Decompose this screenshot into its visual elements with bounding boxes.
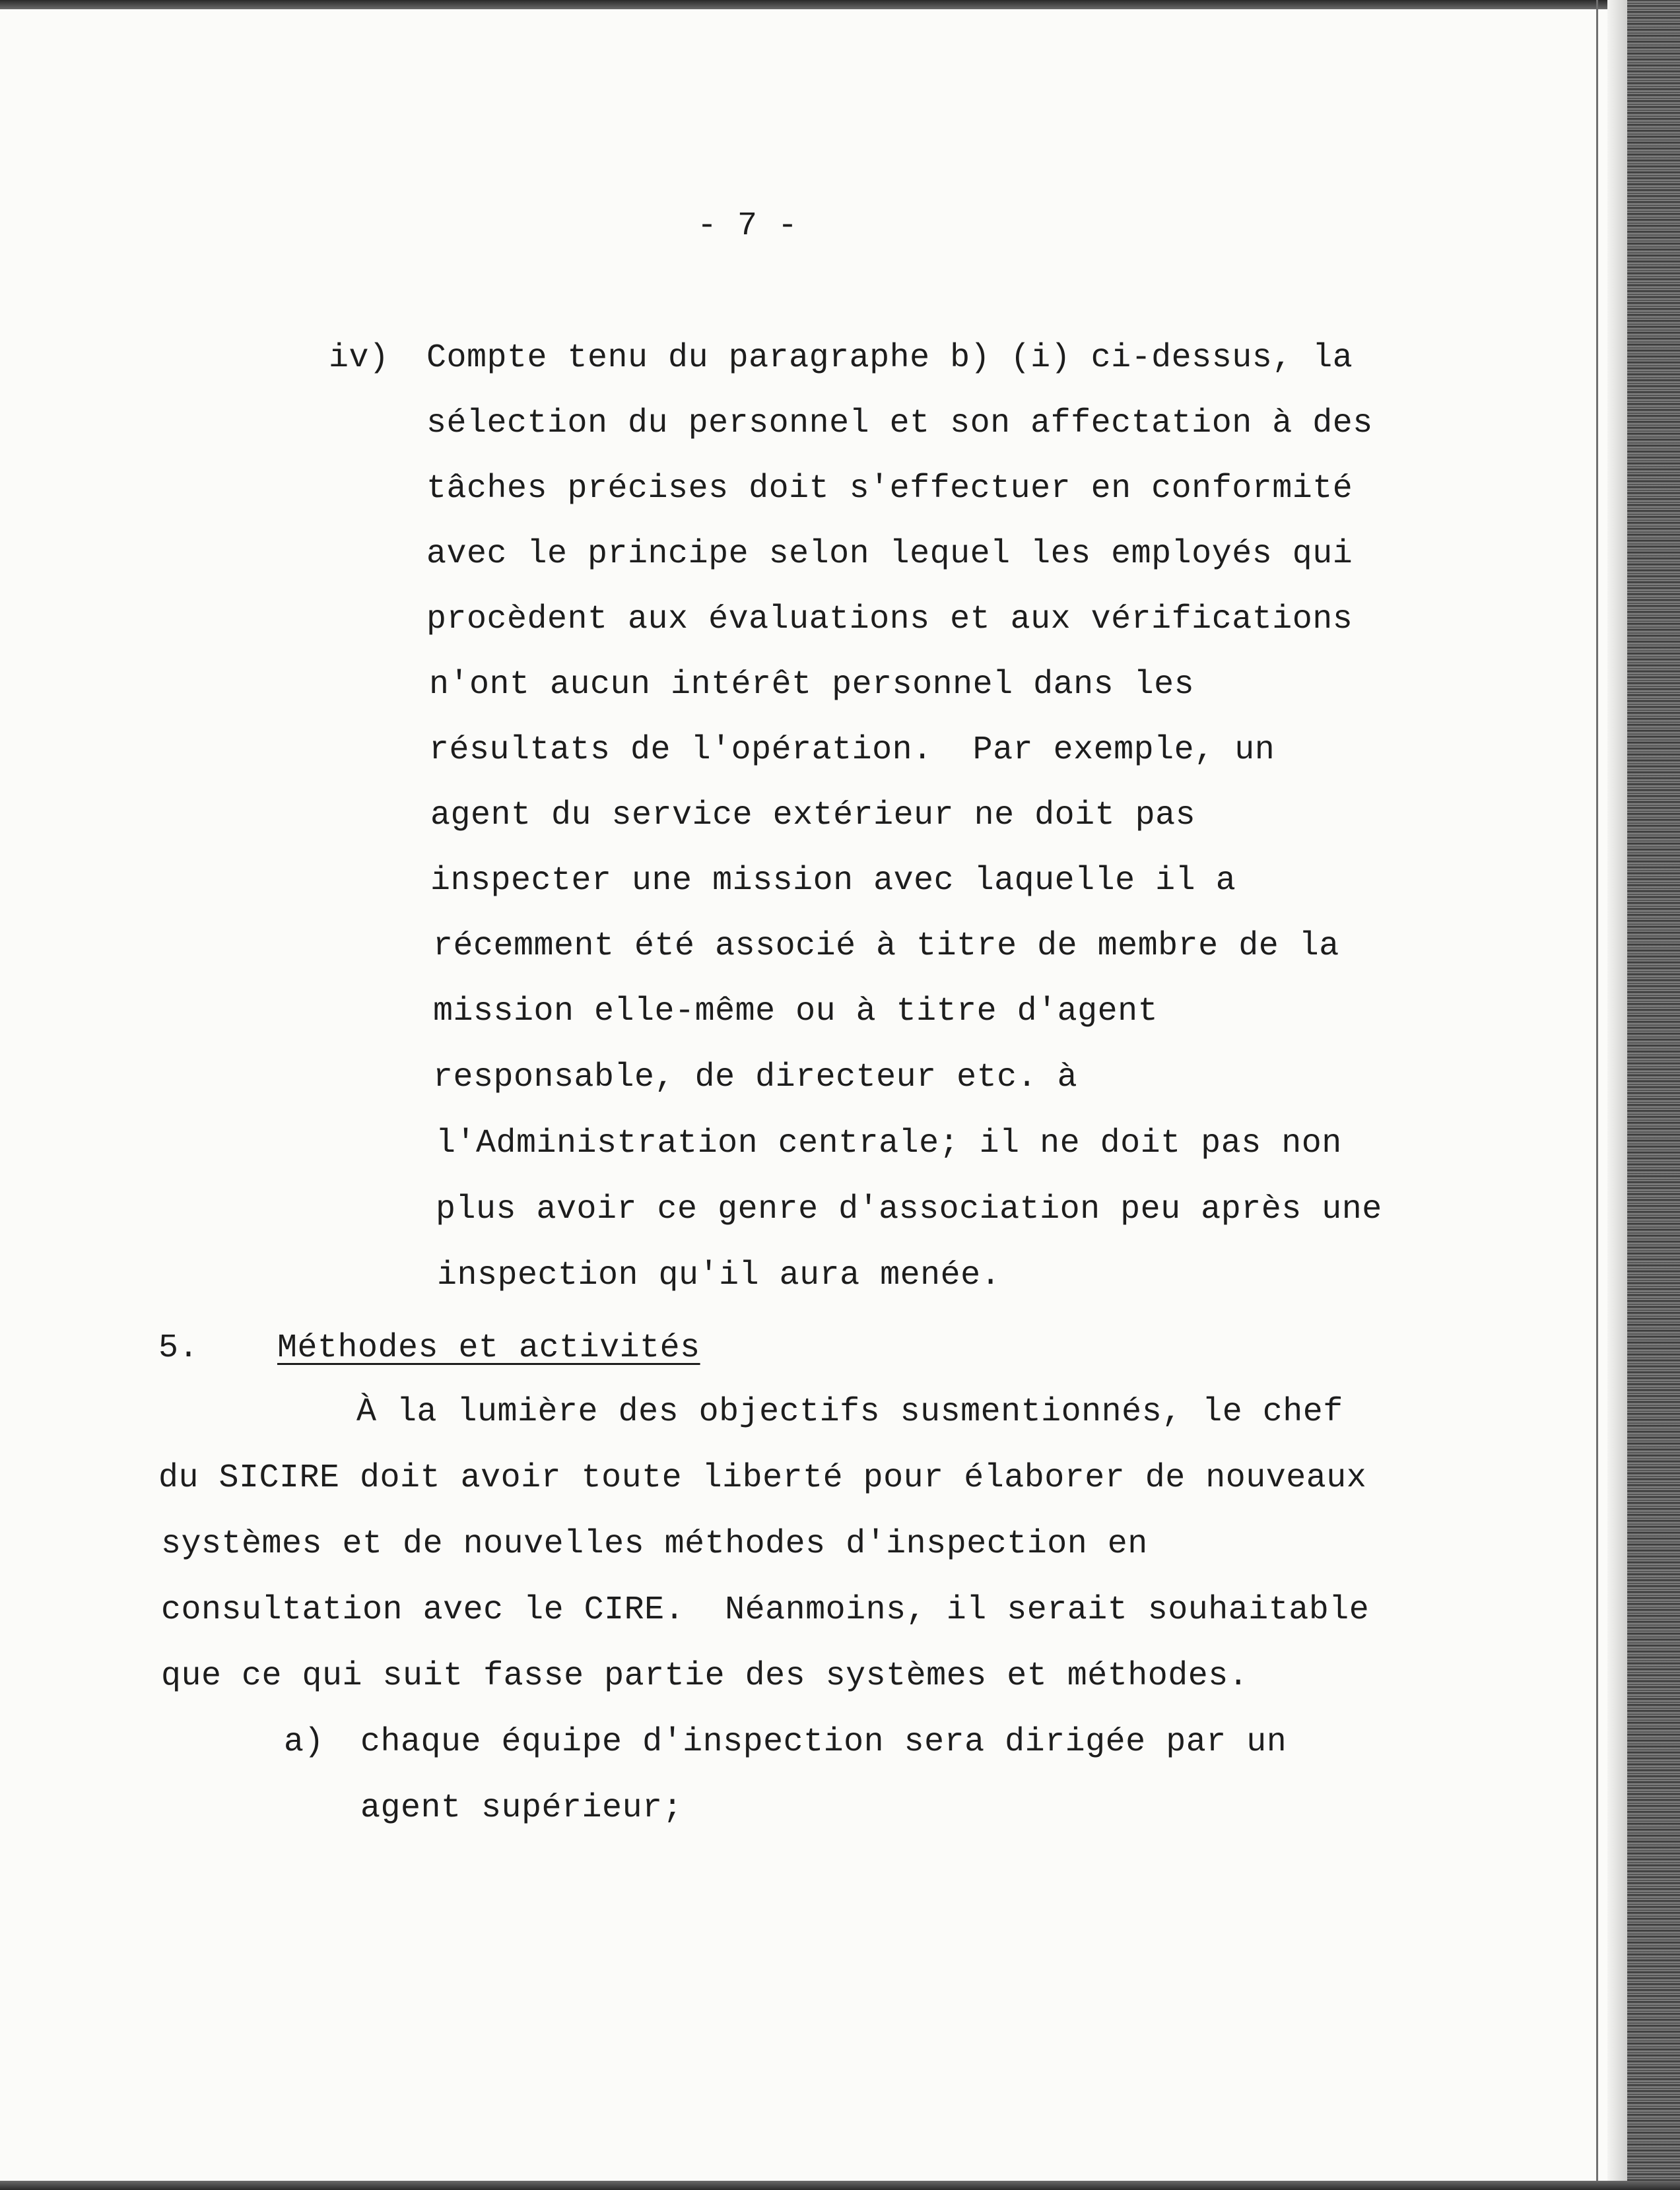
paragraph-line: du SICIRE doit avoir toute liberté pour élaborer de nouveaux bbox=[158, 1459, 1367, 1497]
scan-edge-right bbox=[1627, 0, 1680, 2190]
item-iv-line: plus avoir ce genre d'association peu après une bbox=[436, 1191, 1382, 1228]
item-a-line: chaque équipe d'inspection sera dirigée par un bbox=[360, 1723, 1287, 1761]
item-a-line: agent supérieur; bbox=[360, 1789, 683, 1827]
paragraph-line: consultation avec le CIRE. Néanmoins, il serait souhaitable bbox=[161, 1591, 1370, 1629]
section-number: 5. bbox=[158, 1329, 199, 1367]
item-iv-line: mission elle-même ou à titre d'agent bbox=[433, 993, 1159, 1030]
item-iv-line: l'Administration centrale; il ne doit pas non bbox=[436, 1125, 1342, 1162]
item-iv-line: résultats de l'opération. Par exemple, un bbox=[429, 731, 1275, 769]
item-iv-line: procèdent aux évaluations et aux vérifications bbox=[426, 601, 1353, 638]
paragraph-line: que ce qui suit fasse partie des systèmes et méthodes. bbox=[161, 1657, 1249, 1695]
item-iv-line: sélection du personnel et son affectation à des bbox=[426, 405, 1373, 442]
page-number: - 7 - bbox=[697, 207, 798, 245]
paragraph-line: systèmes et de nouvelles méthodes d'inspection en bbox=[161, 1525, 1148, 1563]
scan-edge-shadow bbox=[1607, 0, 1627, 2190]
item-iv-line: responsable, de directeur etc. à bbox=[433, 1059, 1078, 1096]
item-iv-line: inspection qu'il aura menée. bbox=[437, 1257, 1001, 1294]
scan-edge-top bbox=[0, 0, 1680, 9]
item-iv-line: inspecter une mission avec laquelle il a bbox=[430, 862, 1236, 900]
item-a-marker: a) bbox=[284, 1723, 325, 1761]
scan-edge-line bbox=[1596, 0, 1598, 2190]
item-iv-line: avec le principe selon lequel les employés qui bbox=[426, 535, 1353, 573]
scan-edge-bottom bbox=[0, 2181, 1680, 2190]
item-iv-line: Compte tenu du paragraphe b) (i) ci-dessus, la bbox=[426, 339, 1353, 377]
item-iv-line: n'ont aucun intérêt personnel dans les bbox=[429, 666, 1195, 704]
paragraph-line: À la lumière des objectifs susmentionnés, le chef bbox=[356, 1393, 1343, 1431]
item-iv-line: tâches précises doit s'effectuer en conformité bbox=[426, 470, 1353, 508]
item-iv-line: récemment été associé à titre de membre de la bbox=[433, 927, 1339, 965]
item-iv-marker: iv) bbox=[329, 339, 389, 377]
item-iv-line: agent du service extérieur ne doit pas bbox=[430, 797, 1196, 834]
section-heading: Méthodes et activités bbox=[277, 1329, 700, 1367]
